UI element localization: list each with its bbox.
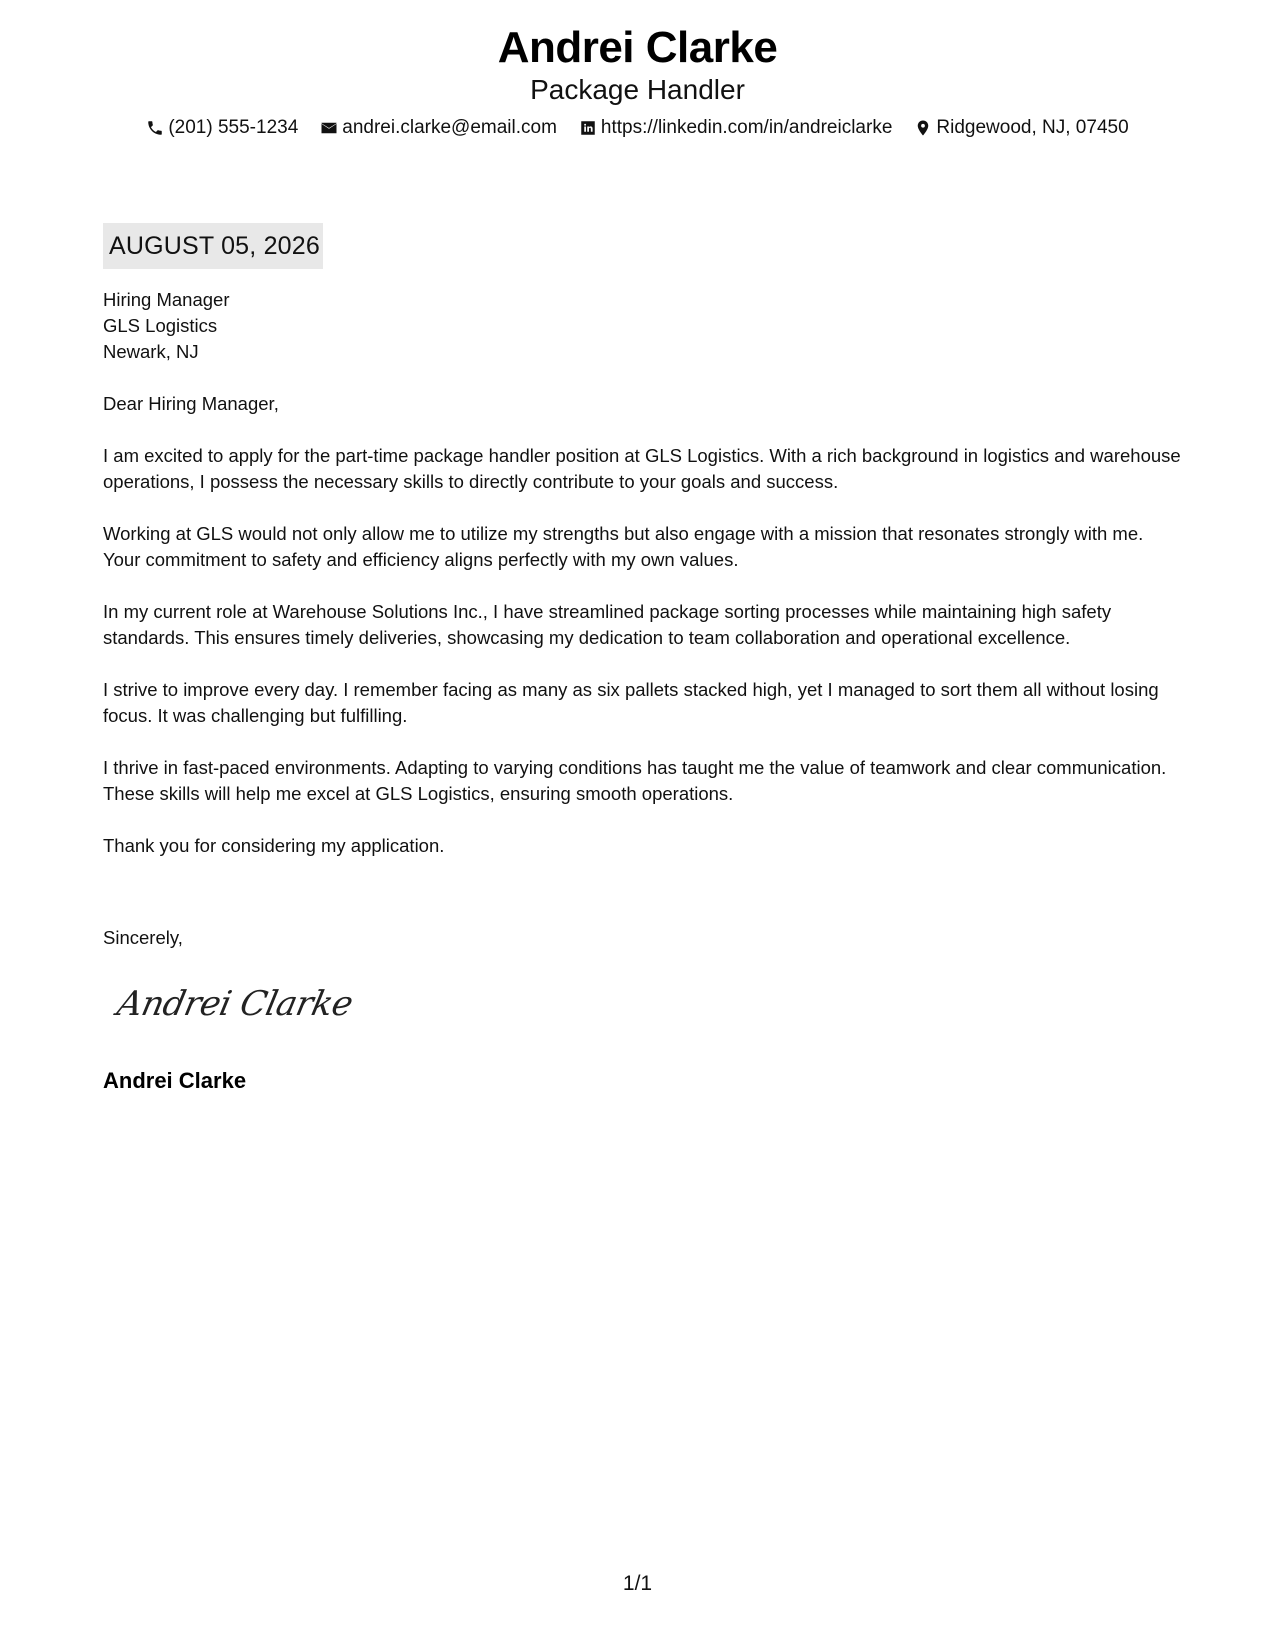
contact-linkedin[interactable] — [579, 116, 892, 140]
email-text[interactable]: andrei.clarke@email.com — [342, 117, 557, 138]
envelope-icon — [320, 119, 338, 137]
contact-row — [0, 116, 1275, 140]
closing: Sincerely, — [103, 927, 183, 948]
letter-header — [0, 22, 1275, 140]
paragraph-2: Working at GLS would not only allow me to utilize my strengths but also engage with a mission that resonates strongly with me. Your commitment to safety and efficiency aligns perfectly with my own values. — [103, 523, 1144, 570]
contact-location — [914, 116, 1128, 140]
phone-text: (201) 555-1234 — [168, 117, 299, 138]
letter-date: AUGUST 05, 2026 — [103, 223, 323, 269]
recipient-block — [103, 287, 1183, 365]
recipient-location: Newark, NJ — [103, 341, 199, 362]
map-pin-icon — [914, 119, 932, 137]
handwritten-signature: Andrei Clarke — [113, 984, 357, 1024]
phone-icon — [146, 119, 164, 137]
contact-phone — [146, 116, 298, 140]
recipient-company: GLS Logistics — [103, 315, 218, 336]
letter-body — [103, 287, 1183, 859]
contact-email[interactable] — [320, 116, 557, 140]
applicant-role: Package Handler — [530, 74, 745, 105]
page-indicator: 1/1 — [622, 1572, 653, 1595]
paragraph-4: I strive to improve every day. I remember facing as many as six pallets stacked high, yet I managed to sort them all without losing focus. It was challenging but fulfilling. — [103, 679, 1159, 726]
paragraph-5: I thrive in fast-paced environments. Adapting to varying conditions has taught me the value of teamwork and clear communication. These skills will help me excel at GLS Logistics, ensuring smooth operations. — [103, 757, 1167, 804]
recipient-title: Hiring Manager — [103, 289, 230, 310]
salutation: Dear Hiring Manager, — [103, 393, 279, 414]
paragraph-1: I am excited to apply for the part-time package handler position at GLS Logistics. With a rich background in logistics and warehouse operations, I possess the necessary skills to directly contribute to your goals and success. — [103, 445, 1181, 492]
paragraph-3: In my current role at Warehouse Solutions Inc., I have streamlined package sorting processes while maintaining high safety standards. This ensures timely deliveries, showcasing my dedication to team collaboration and operational excellence. — [103, 601, 1112, 648]
signer-name: Andrei Clarke — [103, 1068, 247, 1093]
linkedin-text[interactable]: https://linkedin.com/in/andreiclarke — [600, 117, 893, 138]
paragraph-6: Thank you for considering my application. — [103, 835, 445, 856]
linkedin-icon — [579, 119, 597, 137]
location-text: Ridgewood, NJ, 07450 — [936, 117, 1129, 138]
applicant-name: Andrei Clarke — [497, 23, 778, 72]
